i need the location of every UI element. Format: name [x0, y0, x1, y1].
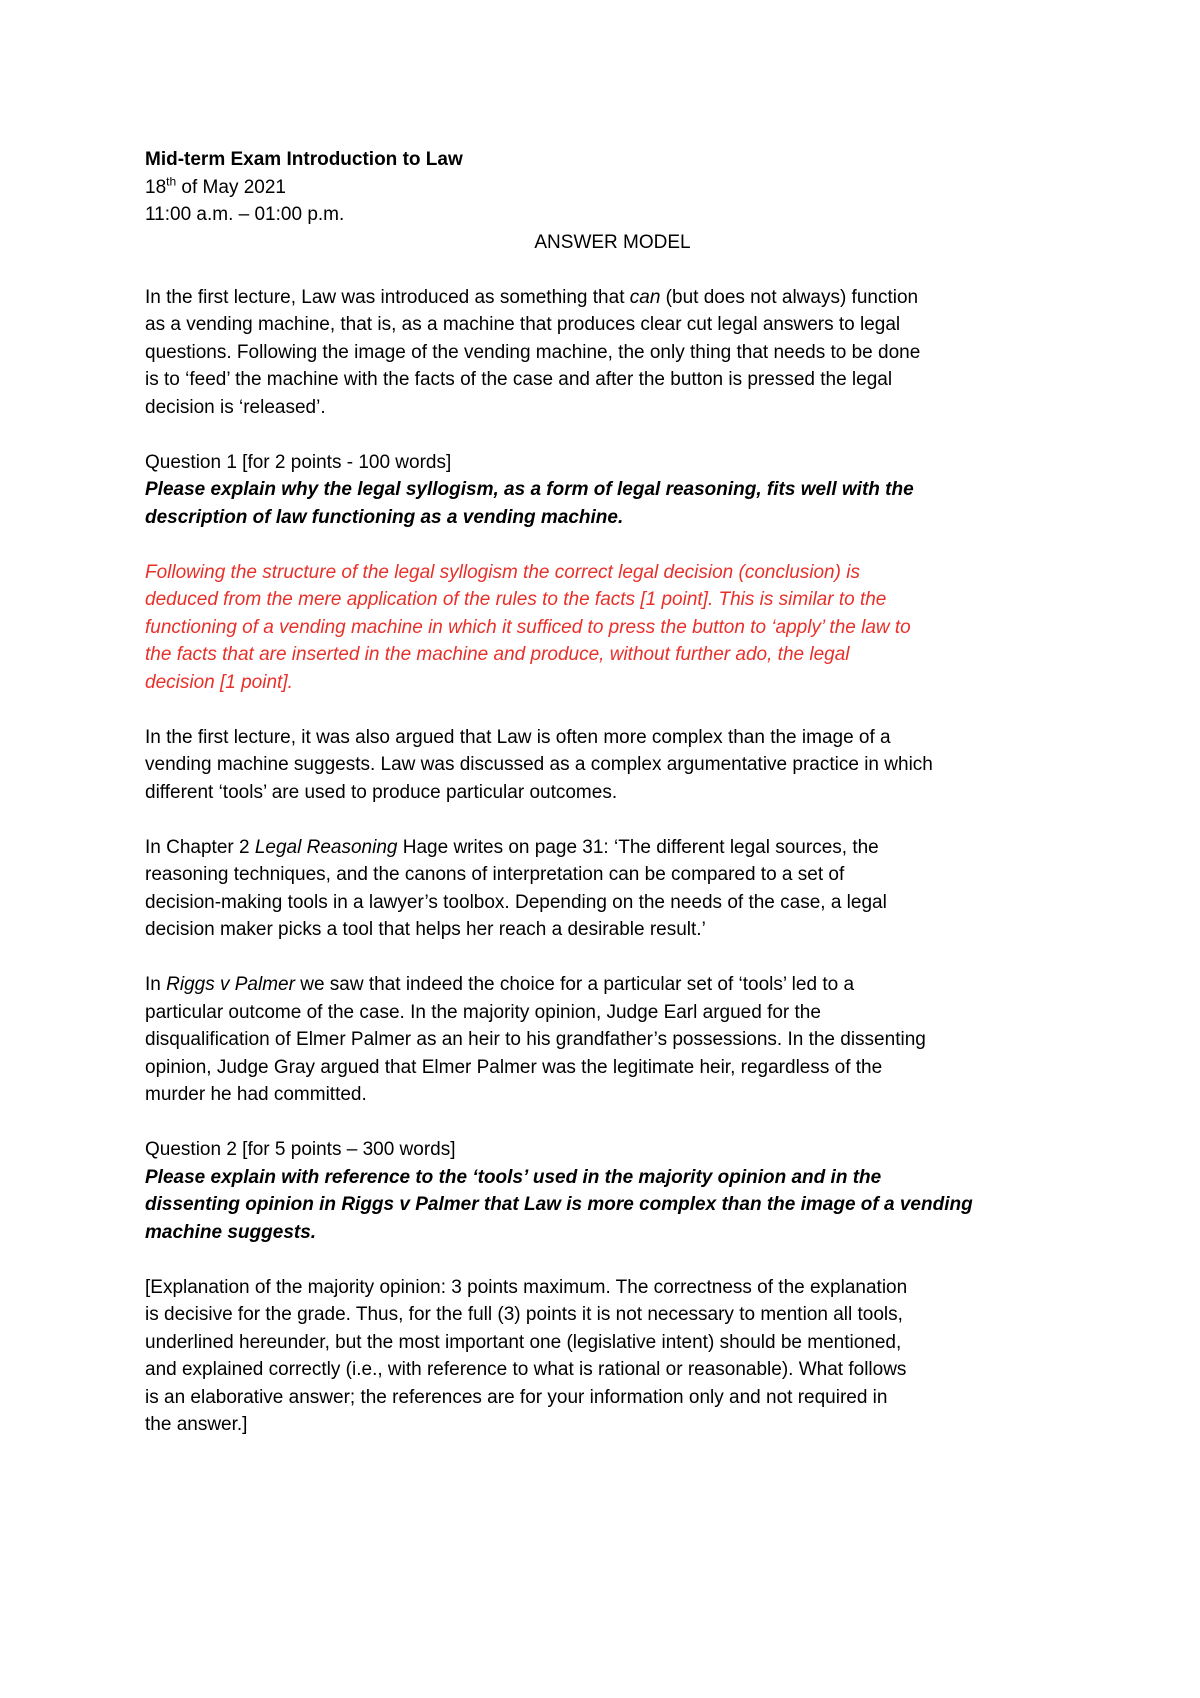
paragraph-line: decision-making tools in a lawyer’s toolbox. Depending on the needs of the case, a legal	[145, 891, 887, 913]
paragraph-line: is an elaborative answer; the references are for your information only and not required in	[145, 1386, 888, 1408]
riggs-paragraph	[145, 971, 1080, 1109]
spacer	[145, 421, 1080, 449]
question-1-label: Question 1 [for 2 points - 100 words]	[145, 451, 452, 473]
paragraph-text: we saw that indeed the choice for a particular set of ‘tools’ led to a	[294, 974, 855, 995]
book-chapter-title: Legal Reasoning	[254, 836, 398, 858]
paragraph-text: Hage writes on page 31: ‘The different legal sources, the	[397, 836, 879, 858]
paragraph-text: In Chapter 2	[145, 836, 255, 858]
complexity-paragraph	[145, 724, 1080, 807]
paragraph-line: and explained correctly (i.e., with reference to what is rational or reasonable). What follows	[145, 1359, 907, 1380]
spacer	[145, 1109, 1080, 1137]
intro-emphasis: can	[629, 286, 661, 308]
spacer	[145, 944, 1080, 972]
exam-title: Mid-term Exam Introduction to Law	[145, 149, 463, 170]
paragraph-line: underlined hereunder, but the most important one (legislative intent) should be mentioned,	[145, 1331, 902, 1353]
paragraph-line: vending machine suggests. Law was discussed as a complex argumentative practice in which	[145, 754, 933, 775]
question-1-answer: deduced from the mere application of the rules to the facts [1 point]. This is similar to the	[145, 589, 887, 610]
document-body	[145, 146, 1080, 1439]
question-1-answer: the facts that are inserted in the machine and produce, without further ado, the legal	[145, 644, 850, 665]
spacer	[145, 806, 1080, 834]
paragraph-line	[145, 971, 1080, 999]
question-2-prompt: dissenting opinion in Riggs v Palmer that Law is more complex than the image of a vending	[145, 1194, 973, 1215]
question-2-label: Question 2 [for 5 points – 300 words]	[145, 1139, 456, 1160]
paragraph-line: murder he had committed.	[145, 1084, 367, 1105]
case-name: Riggs v Palmer	[166, 974, 295, 995]
intro-line	[145, 284, 1080, 312]
exam-date	[145, 174, 1080, 202]
intro-paragraph	[145, 284, 1080, 422]
intro-line: decision is ‘released’.	[145, 396, 326, 418]
question-1-prompt: Please explain why the legal syllogism, as a form of legal reasoning, fits well with the	[145, 479, 914, 500]
paragraph-line: decision maker picks a tool that helps her reach a desirable result.’	[145, 919, 706, 940]
question-1-prompt: description of law functioning as a vending machine.	[145, 506, 624, 528]
spacer	[145, 256, 1080, 284]
exam-time: 11:00 a.m. – 01:00 p.m.	[145, 204, 345, 225]
hage-paragraph	[145, 834, 1080, 944]
question-1-answer: decision [1 point].	[145, 671, 293, 693]
spacer	[145, 531, 1080, 559]
question-2-prompt: Please explain with reference to the ‘tools’ used in the majority opinion and in the	[145, 1166, 882, 1188]
date-superscript: th	[166, 174, 177, 189]
paragraph-line: particular outcome of the case. In the majority opinion, Judge Earl argued for the	[145, 1001, 821, 1023]
intro-text: In the first lecture, Law was introduced as something that	[145, 286, 630, 308]
paragraph-line: opinion, Judge Gray argued that Elmer Palmer was the legitimate heir, regardless of the	[145, 1056, 883, 1078]
intro-line: questions. Following the image of the vending machine, the only thing that needs to be done	[145, 341, 921, 363]
paragraph-line: disqualification of Elmer Palmer as an heir to his grandfather’s possessions. In the dissenting	[145, 1029, 926, 1050]
spacer	[145, 1246, 1080, 1274]
grading-note	[145, 1274, 1080, 1439]
paragraph-line: reasoning techniques, and the canons of interpretation can be compared to a set of	[145, 864, 845, 885]
paragraph-line: is decisive for the grade. Thus, for the full (3) points it is not necessary to mention all tools,	[145, 1304, 903, 1325]
question-1-answer: functioning of a vending machine in which it sufficed to press the button to ‘apply’ the law to	[145, 616, 911, 638]
date-rest: of May 2021	[176, 176, 286, 198]
paragraph-text: In	[145, 974, 167, 995]
question-2	[145, 1136, 1080, 1246]
intro-line: as a vending machine, that is, as a machine that produces clear cut legal answers to legal	[145, 314, 901, 335]
paragraph-line: the answer.]	[145, 1414, 248, 1435]
spacer	[145, 696, 1080, 724]
answer-model-heading: ANSWER MODEL	[534, 231, 691, 253]
date-day: 18	[145, 176, 167, 198]
intro-line: is to ‘feed’ the machine with the facts of the case and after the button is pressed the legal	[145, 369, 893, 390]
question-2-prompt: machine suggests.	[145, 1221, 317, 1243]
question-1-answer: Following the structure of the legal syllogism the correct legal decision (conclusion) is	[145, 561, 860, 583]
paragraph-line	[145, 834, 1080, 862]
paragraph-line: different ‘tools’ are used to produce particular outcomes.	[145, 781, 618, 803]
paragraph-line: In the first lecture, it was also argued that Law is often more complex than the image of a	[145, 726, 891, 748]
intro-text: (but does not always) function	[660, 286, 919, 308]
paragraph-line: [Explanation of the majority opinion: 3 points maximum. The correctness of the explanation	[145, 1276, 908, 1298]
question-1	[145, 449, 1080, 697]
